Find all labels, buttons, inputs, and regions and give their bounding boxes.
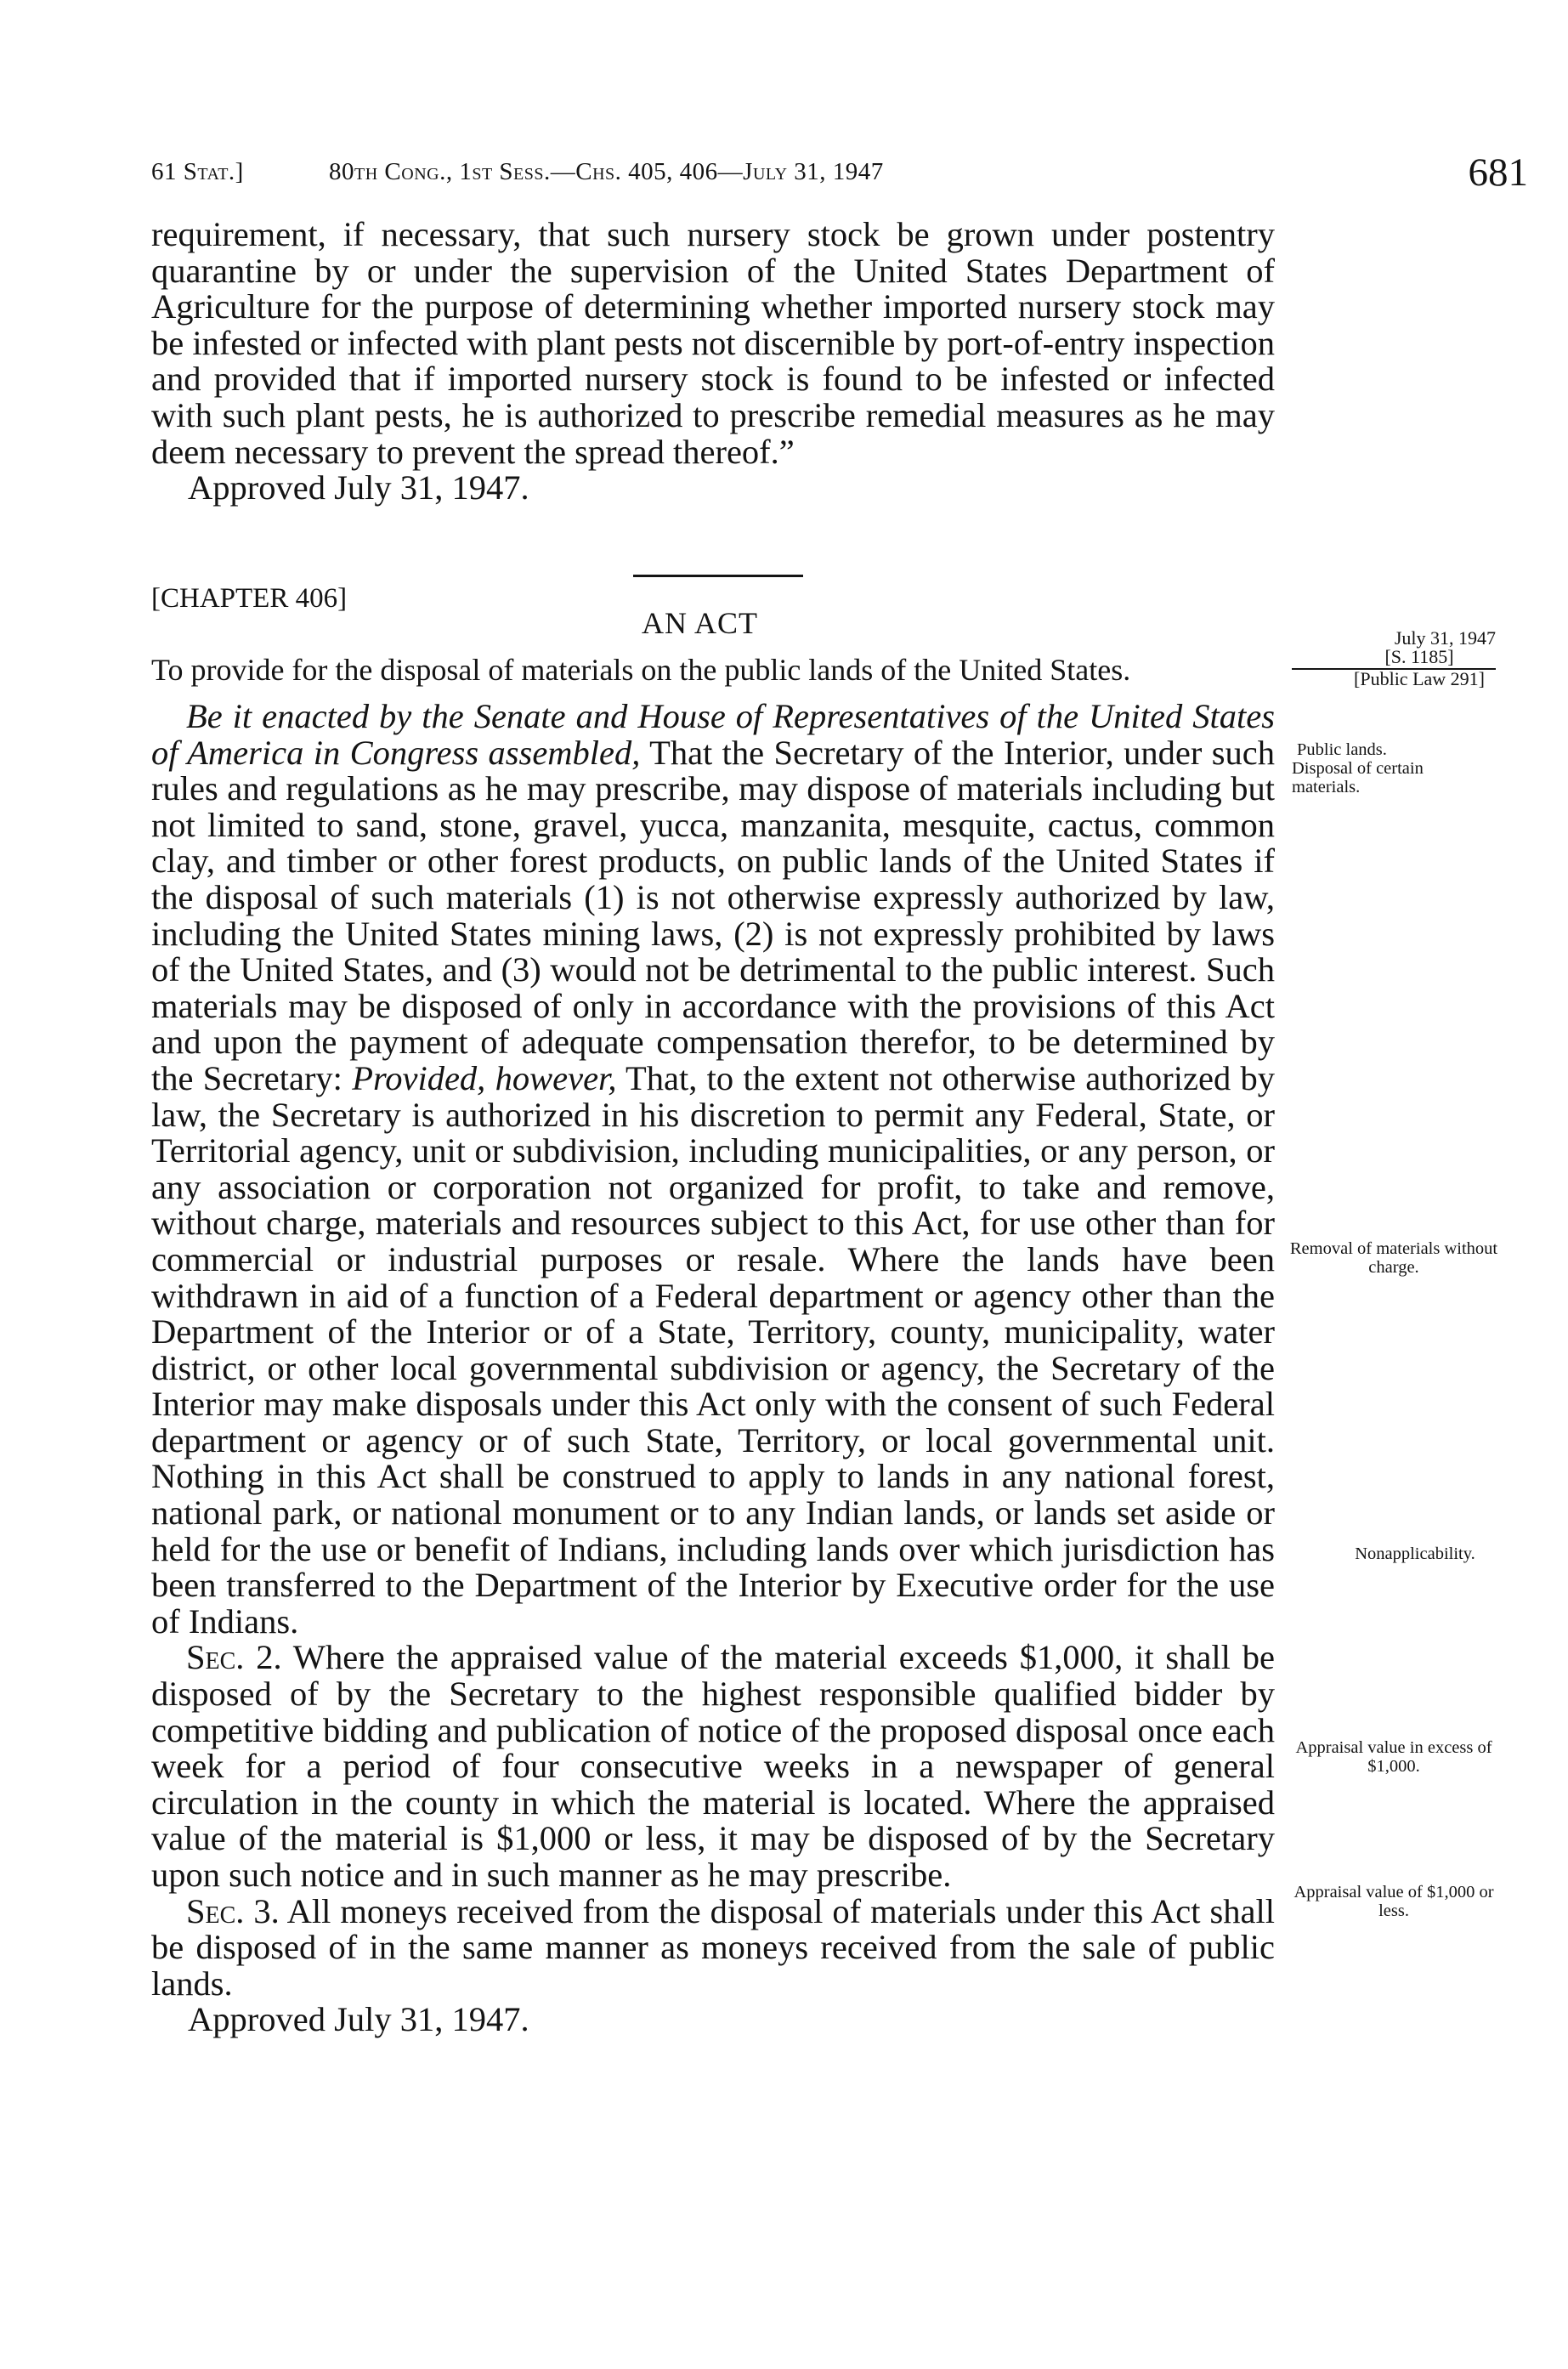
margin-date: July 31, 1947 — [1394, 627, 1496, 649]
margin-note-removal-without-charge: Removal of materials without charge. — [1289, 1239, 1498, 1277]
section-2-label: Sec. 2. — [186, 1638, 282, 1677]
volume-citation: 61 Stat.] — [151, 158, 244, 185]
approval-line-406: Approved July 31, 1947. — [188, 2000, 529, 2039]
chapter-label: [CHAPTER 406] — [151, 583, 348, 614]
section-2 — [151, 1640, 1275, 1893]
margin-note-appraisal-over: Appraisal value in excess of $1,000. — [1295, 1738, 1492, 1776]
act-body — [151, 699, 1275, 2038]
session-chapter-line: 80th Cong., 1st Sess.—Chs. 405, 406—July 31, 1947 — [329, 158, 884, 185]
chapter-405-continuation — [151, 217, 1275, 507]
separator-rule — [633, 575, 803, 577]
section-1-text-b: That, to the extent not otherwise authorized by law, the Secretary is authorized in his discretion to permit any Federal, State, or Territorial agency, unit or subdivision, including municipalities, or any person, or any association or corporation not organized for profit, to take and remove, without charge, materials and resources subject to this Act, for use other than for commercial or industrial purposes or resale. Where the lands have been withdrawn in aid of a function of a Federal department or agency other than the Department of the Interior or of a State, Territory, county, municipality, water district, or other local governmental subdivision or agency, the Secretary of the Interior may make disposals under this Act only with the consent of such Federal department or agency or of such State, Territory, or local governmental unit. Nothing in this Act shall be construed to apply to lands in any national forest, national park, or national monument or to any Indian lands, or lands set aside or held for the use or benefit of Indians, including lands over which jurisdiction has been transferred to the Department of the Interior by Executive order for the use of Indians. — [151, 1058, 1276, 1641]
section-3-label: Sec. 3. — [186, 1891, 280, 1930]
running-header — [151, 150, 1528, 209]
approval-line-405: Approved July 31, 1947. — [188, 468, 529, 507]
act-title: To provide for the disposal of materials on the public lands of the United States. — [151, 653, 1131, 687]
section-1-text-a: That the Secretary of the Interior, under such rules and regulations as he may prescribe, may dispose of materials including but not limited to sand, stone, gravel, yucca, manzanita, mesquite, cactus, common clay, and timber or other forest products, on public lands of the United States if the disposal of such materials (1) is not otherwise expressly authorized by law, including the United States mining laws, (2) is not expressly prohibited by laws of the United States, and (3) would not be detrimental to the public interest. Such materials may be disposed of only in accordance with the provisions of this Act and upon the payment of adequate compensation therefor, to be determined by the Secretary: — [151, 733, 1276, 1097]
section-1 — [151, 699, 1275, 1640]
section-3 — [151, 1891, 1275, 2003]
act-heading: AN ACT — [642, 606, 759, 640]
proviso: Provided, however, — [352, 1058, 617, 1097]
continuation-paragraph: requirement, if necessary, that such nursery stock be grown under postentry quarantine by or under the supervision of the United States Department of Agriculture for the purpose of determining whether imported nursery stock may be infested or infected with plant pests not discernible by port-of-entry inspection and provided that if imported nursery stock is found to be infested or infected with such plant pests, he is authorized to prescribe remedial measures as he may deem necessary to prevent the spread thereof.” — [151, 215, 1275, 471]
margin-note-public-lands: Public lands. Disposal of certain materials. — [1292, 740, 1424, 796]
section-2-text: Where the appraised value of the material exceeds $1,000, it shall be disposed of by the Secretary to the highest responsible qualified bidder by competitive bidding and publication of notice of the proposed disposal once each week for a period of four consecutive weeks in a newspaper of general circulation in the county in which the material is located. Where the appraised value of the material is $1,000 or less, it may be disposed of by the Secretary upon such notice and in such manner as he may prescribe. — [151, 1638, 1275, 1894]
margin-date-block — [1292, 629, 1496, 689]
page-number: 681 — [1468, 150, 1528, 195]
section-3-text: All moneys received from the disposal of materials under this Act shall be disposed of in the same manner as moneys received from the sale of public lands. — [151, 1891, 1275, 2003]
margin-note-nonapplicability: Nonapplicability. — [1355, 1544, 1475, 1563]
enacting-clause: Be it enacted by the Senate and House of Representatives of the United States of America in Congress assembled, — [151, 697, 1275, 772]
margin-public-law: [Public Law 291] — [1354, 668, 1485, 689]
margin-note-appraisal-under: Appraisal value of $1,000 or less. — [1293, 1883, 1494, 1920]
margin-bill: [S. 1185] — [1384, 646, 1454, 667]
